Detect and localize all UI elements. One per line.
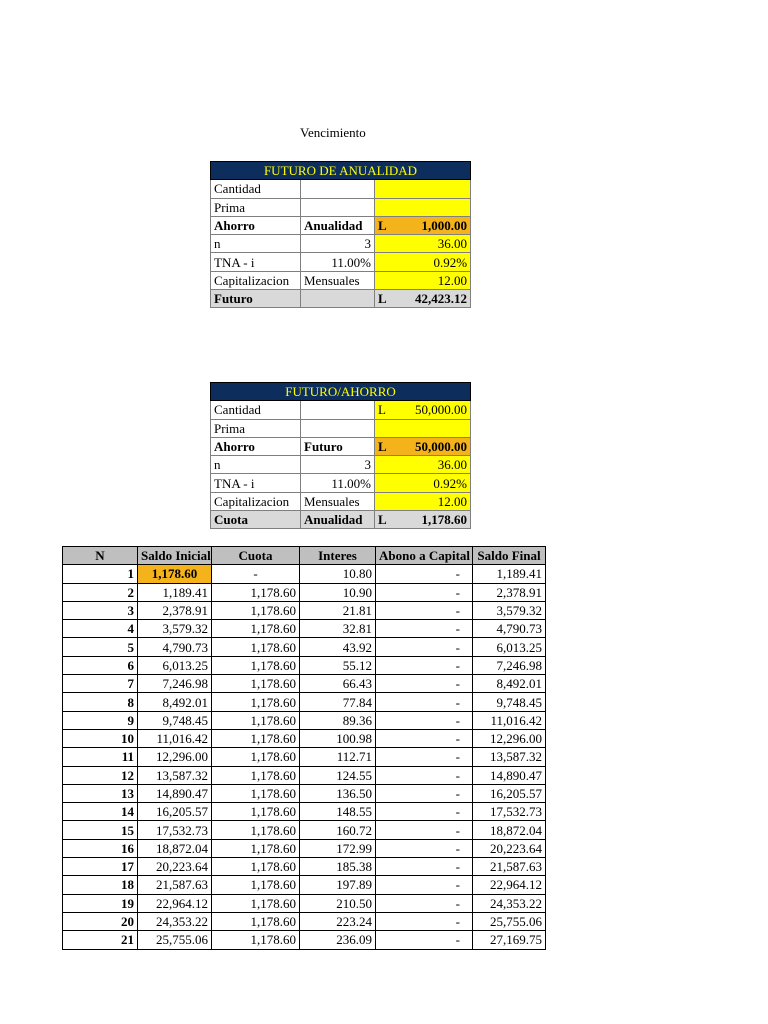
table-cell[interactable]: - bbox=[376, 638, 473, 656]
table-cell[interactable]: 4,790.73 bbox=[473, 620, 546, 638]
table-cell[interactable]: 21,587.63 bbox=[138, 876, 212, 894]
cell-label[interactable]: TNA - i bbox=[211, 253, 301, 271]
row-number-cell[interactable]: 3 bbox=[63, 601, 138, 619]
schedule-table bbox=[62, 546, 546, 950]
cell-mid[interactable] bbox=[301, 419, 375, 437]
table-cell[interactable]: 1,178.60 bbox=[212, 821, 300, 839]
cell-mid[interactable] bbox=[301, 198, 375, 216]
table-cell[interactable]: 1,178.60 bbox=[212, 876, 300, 894]
table-cell[interactable]: 1,178.60 bbox=[212, 766, 300, 784]
table-cell[interactable]: - bbox=[376, 821, 473, 839]
futuro-anualidad-table bbox=[210, 161, 471, 308]
cell-label[interactable]: Ahorro bbox=[211, 216, 301, 234]
table-row bbox=[211, 456, 471, 474]
table-row bbox=[211, 271, 471, 289]
table-cell[interactable]: 11,016.42 bbox=[473, 711, 546, 729]
cell-mid[interactable]: 3 bbox=[301, 456, 375, 474]
table-cell[interactable]: - bbox=[376, 894, 473, 912]
table-cell[interactable]: 197.89 bbox=[300, 876, 376, 894]
table-cell[interactable]: 66.43 bbox=[300, 675, 376, 693]
table-row bbox=[211, 492, 471, 510]
table-cell[interactable]: 16,205.57 bbox=[473, 784, 546, 802]
table-cell[interactable]: 1,178.60 bbox=[212, 620, 300, 638]
table-cell[interactable]: 112.71 bbox=[300, 748, 376, 766]
row-number-cell[interactable]: 4 bbox=[63, 620, 138, 638]
cell-label[interactable]: Ahorro bbox=[211, 437, 301, 455]
row-number-cell[interactable]: 7 bbox=[63, 675, 138, 693]
table-cell[interactable]: 1,178.60 bbox=[212, 912, 300, 930]
column-header[interactable]: Saldo Inicial bbox=[138, 547, 212, 565]
row-number-cell[interactable]: 19 bbox=[63, 894, 138, 912]
table-row bbox=[63, 858, 546, 876]
cell-mid[interactable]: Anualidad bbox=[301, 216, 375, 234]
cell-amount: 1,178.60 bbox=[421, 512, 467, 528]
cell-label[interactable]: Cuota bbox=[211, 511, 301, 529]
cell-value[interactable]: 36.00 bbox=[375, 456, 471, 474]
table-row bbox=[63, 784, 546, 802]
table-cell[interactable]: 6,013.25 bbox=[138, 656, 212, 674]
table-cell[interactable]: 12,296.00 bbox=[138, 748, 212, 766]
table-row bbox=[63, 748, 546, 766]
table-cell[interactable]: 8,492.01 bbox=[138, 693, 212, 711]
table-row bbox=[211, 290, 471, 308]
cell-label[interactable]: Cantidad bbox=[211, 180, 301, 198]
cell-label[interactable]: Futuro bbox=[211, 290, 301, 308]
table-row bbox=[63, 766, 546, 784]
row-number-cell[interactable]: 8 bbox=[63, 693, 138, 711]
currency-symbol: L bbox=[378, 218, 387, 234]
table-cell[interactable]: 24,353.22 bbox=[473, 894, 546, 912]
cell-mid[interactable]: Futuro bbox=[301, 437, 375, 455]
table-cell[interactable]: 8,492.01 bbox=[473, 675, 546, 693]
table-cell[interactable]: 18,872.04 bbox=[473, 821, 546, 839]
table-cell[interactable]: - bbox=[376, 931, 473, 949]
cell-value[interactable] bbox=[375, 419, 471, 437]
table-cell[interactable]: - bbox=[376, 784, 473, 802]
table-row bbox=[63, 839, 546, 857]
column-header[interactable]: Cuota bbox=[212, 547, 300, 565]
cell-value[interactable] bbox=[375, 290, 471, 308]
cell-value[interactable] bbox=[375, 216, 471, 234]
cell-amount: 50,000.00 bbox=[415, 439, 467, 455]
table-cell[interactable]: 210.50 bbox=[300, 894, 376, 912]
table-cell[interactable]: 185.38 bbox=[300, 858, 376, 876]
table-cell[interactable]: 20,223.64 bbox=[138, 858, 212, 876]
table-cell[interactable]: 3,579.32 bbox=[473, 601, 546, 619]
table-cell[interactable]: 1,178.60 bbox=[212, 656, 300, 674]
cell-amount: 42,423.12 bbox=[415, 291, 468, 307]
table-row bbox=[63, 876, 546, 894]
table-cell[interactable]: 223.24 bbox=[300, 912, 376, 930]
row-number-cell[interactable]: 16 bbox=[63, 839, 138, 857]
table-row bbox=[211, 235, 471, 253]
table-cell[interactable]: 1,178.60 bbox=[212, 931, 300, 949]
table-cell[interactable]: 1,178.60 bbox=[212, 784, 300, 802]
table-cell[interactable]: - bbox=[376, 656, 473, 674]
table-cell[interactable]: 1,178.60 bbox=[138, 565, 212, 583]
currency-symbol: L bbox=[378, 512, 387, 528]
table-cell[interactable]: 22,964.12 bbox=[138, 894, 212, 912]
table-cell[interactable]: 25,755.06 bbox=[473, 912, 546, 930]
table-cell[interactable]: 7,246.98 bbox=[473, 656, 546, 674]
cell-label[interactable]: Prima bbox=[211, 198, 301, 216]
table-cell[interactable]: - bbox=[376, 766, 473, 784]
row-number-cell[interactable]: 6 bbox=[63, 656, 138, 674]
table-cell[interactable]: 13,587.32 bbox=[138, 766, 212, 784]
table-cell[interactable]: - bbox=[376, 876, 473, 894]
table-cell[interactable]: 1,178.60 bbox=[212, 858, 300, 876]
futuro-ahorro-table bbox=[210, 382, 471, 529]
cell-value[interactable] bbox=[375, 437, 471, 455]
row-number-cell[interactable]: 20 bbox=[63, 912, 138, 930]
column-header[interactable]: Interes bbox=[300, 547, 376, 565]
table-cell[interactable]: - bbox=[376, 748, 473, 766]
table-cell[interactable]: 2,378.91 bbox=[473, 583, 546, 601]
table-cell[interactable]: 1,178.60 bbox=[212, 894, 300, 912]
table-header: FUTURO DE ANUALIDAD bbox=[211, 162, 471, 180]
table-cell[interactable]: 1,178.60 bbox=[212, 675, 300, 693]
table-cell[interactable]: - bbox=[376, 803, 473, 821]
row-number-cell[interactable]: 13 bbox=[63, 784, 138, 802]
table-cell[interactable]: 1,178.60 bbox=[212, 711, 300, 729]
cell-label[interactable]: Cantidad bbox=[211, 401, 301, 419]
table-cell[interactable]: 3,579.32 bbox=[138, 620, 212, 638]
table-row bbox=[63, 601, 546, 619]
cell-label[interactable]: Capitalizacion bbox=[211, 492, 301, 510]
cell-value[interactable]: 12.00 bbox=[375, 271, 471, 289]
table-cell[interactable]: - bbox=[376, 675, 473, 693]
table-row bbox=[63, 894, 546, 912]
table-row bbox=[63, 675, 546, 693]
cell-mid[interactable]: 11.00% bbox=[301, 253, 375, 271]
cell-value[interactable]: 0.92% bbox=[375, 474, 471, 492]
table-cell[interactable]: 55.12 bbox=[300, 656, 376, 674]
table-cell[interactable]: 236.09 bbox=[300, 931, 376, 949]
table-cell[interactable]: 148.55 bbox=[300, 803, 376, 821]
table-cell[interactable]: 7,246.98 bbox=[138, 675, 212, 693]
table-cell[interactable]: 100.98 bbox=[300, 729, 376, 747]
table-cell[interactable]: 21.81 bbox=[300, 601, 376, 619]
table-cell[interactable]: 1,178.60 bbox=[212, 729, 300, 747]
table-cell[interactable]: 4,790.73 bbox=[138, 638, 212, 656]
cell-value[interactable] bbox=[375, 401, 471, 419]
table-row bbox=[211, 216, 471, 234]
table-cell[interactable]: 172.99 bbox=[300, 839, 376, 857]
table-row bbox=[63, 912, 546, 930]
table-cell[interactable]: 1,178.60 bbox=[212, 601, 300, 619]
currency-symbol: L bbox=[378, 291, 387, 307]
table-row bbox=[211, 511, 471, 529]
table-cell[interactable]: 136.50 bbox=[300, 784, 376, 802]
table-cell[interactable]: 12,296.00 bbox=[473, 729, 546, 747]
table-cell[interactable]: 77.84 bbox=[300, 693, 376, 711]
cell-amount: 1,000.00 bbox=[421, 218, 468, 234]
table-row bbox=[63, 656, 546, 674]
cell-label[interactable]: TNA - i bbox=[211, 474, 301, 492]
row-number-cell[interactable]: 10 bbox=[63, 729, 138, 747]
table-cell[interactable]: 1,189.41 bbox=[138, 583, 212, 601]
table-cell[interactable]: 17,532.73 bbox=[138, 821, 212, 839]
table-cell[interactable]: 32.81 bbox=[300, 620, 376, 638]
cell-value[interactable] bbox=[375, 198, 471, 216]
row-number-cell[interactable]: 21 bbox=[63, 931, 138, 949]
table-cell[interactable]: 9,748.45 bbox=[473, 693, 546, 711]
table-row bbox=[63, 729, 546, 747]
table-row bbox=[63, 803, 546, 821]
row-number-cell[interactable]: 11 bbox=[63, 748, 138, 766]
page-title: Vencimiento bbox=[300, 125, 366, 140]
table-cell[interactable]: - bbox=[376, 912, 473, 930]
table-cell[interactable]: 6,013.25 bbox=[473, 638, 546, 656]
table-cell[interactable]: - bbox=[376, 601, 473, 619]
table-cell[interactable]: 1,178.60 bbox=[212, 693, 300, 711]
table-header: FUTURO/AHORRO bbox=[211, 383, 471, 401]
currency-symbol: L bbox=[378, 439, 387, 455]
table-cell[interactable]: 2,378.91 bbox=[138, 601, 212, 619]
table-row bbox=[63, 931, 546, 949]
table-cell[interactable]: 10.90 bbox=[300, 583, 376, 601]
column-header[interactable]: N bbox=[63, 547, 138, 565]
table-cell[interactable]: 21,587.63 bbox=[473, 858, 546, 876]
table-cell[interactable]: 1,189.41 bbox=[473, 565, 546, 583]
table-cell[interactable]: 13,587.32 bbox=[473, 748, 546, 766]
table-cell[interactable]: - bbox=[376, 729, 473, 747]
row-number-cell[interactable]: 18 bbox=[63, 876, 138, 894]
table-cell[interactable]: - bbox=[376, 565, 473, 583]
table-cell[interactable]: 1,178.60 bbox=[212, 839, 300, 857]
table-cell[interactable]: 124.55 bbox=[300, 766, 376, 784]
cell-mid[interactable] bbox=[301, 290, 375, 308]
table-cell[interactable]: - bbox=[376, 839, 473, 857]
row-number-cell[interactable]: 12 bbox=[63, 766, 138, 784]
table-row bbox=[211, 180, 471, 198]
table-cell[interactable]: 22,964.12 bbox=[473, 876, 546, 894]
table-cell[interactable]: 17,532.73 bbox=[473, 803, 546, 821]
table-cell[interactable]: 18,872.04 bbox=[138, 839, 212, 857]
table-cell[interactable]: 27,169.75 bbox=[473, 931, 546, 949]
cell-mid[interactable] bbox=[301, 180, 375, 198]
cell-label[interactable]: Prima bbox=[211, 419, 301, 437]
table-cell[interactable]: 1,178.60 bbox=[212, 748, 300, 766]
table-row bbox=[211, 401, 471, 419]
row-number-cell[interactable]: 5 bbox=[63, 638, 138, 656]
table-cell[interactable]: 10.80 bbox=[300, 565, 376, 583]
table-cell[interactable]: 1,178.60 bbox=[212, 583, 300, 601]
table-cell[interactable]: - bbox=[376, 620, 473, 638]
table-cell[interactable]: 25,755.06 bbox=[138, 931, 212, 949]
table-cell[interactable]: - bbox=[376, 711, 473, 729]
cell-label[interactable]: Capitalizacion bbox=[211, 271, 301, 289]
cell-mid[interactable]: 3 bbox=[301, 235, 375, 253]
table-cell[interactable]: - bbox=[376, 583, 473, 601]
row-number-cell[interactable]: 1 bbox=[63, 565, 138, 583]
cell-mid[interactable]: Anualidad bbox=[301, 511, 375, 529]
table-row bbox=[63, 821, 546, 839]
cell-amount: 50,000.00 bbox=[415, 402, 467, 418]
table-cell[interactable]: 160.72 bbox=[300, 821, 376, 839]
table-row bbox=[63, 711, 546, 729]
cell-mid[interactable]: Mensuales bbox=[301, 492, 375, 510]
schedule-header-row bbox=[63, 547, 546, 565]
table-cell[interactable]: 43.92 bbox=[300, 638, 376, 656]
column-header[interactable]: Saldo Final bbox=[473, 547, 546, 565]
column-header[interactable]: Abono a Capital bbox=[376, 547, 473, 565]
table-cell[interactable]: 1,178.60 bbox=[212, 803, 300, 821]
table-cell[interactable]: 89.36 bbox=[300, 711, 376, 729]
schedule-body bbox=[63, 565, 546, 949]
cell-value[interactable]: 0.92% bbox=[375, 253, 471, 271]
table-row bbox=[211, 253, 471, 271]
table-cell[interactable]: - bbox=[376, 858, 473, 876]
table-cell[interactable]: 1,178.60 bbox=[212, 638, 300, 656]
cell-value[interactable]: 36.00 bbox=[375, 235, 471, 253]
table-cell[interactable]: 24,353.22 bbox=[138, 912, 212, 930]
table-cell[interactable]: 16,205.57 bbox=[138, 803, 212, 821]
table-row bbox=[63, 565, 546, 583]
table-cell[interactable]: - bbox=[212, 565, 300, 583]
table-row bbox=[63, 693, 546, 711]
cell-label[interactable]: n bbox=[211, 456, 301, 474]
table-cell[interactable]: 20,223.64 bbox=[473, 839, 546, 857]
currency-symbol: L bbox=[378, 402, 386, 418]
table-row bbox=[63, 638, 546, 656]
table-row bbox=[211, 198, 471, 216]
cell-value[interactable] bbox=[375, 511, 471, 529]
cell-value[interactable] bbox=[375, 180, 471, 198]
table-cell[interactable]: 14,890.47 bbox=[138, 784, 212, 802]
row-number-cell[interactable]: 2 bbox=[63, 583, 138, 601]
row-number-cell[interactable]: 9 bbox=[63, 711, 138, 729]
cell-label[interactable]: n bbox=[211, 235, 301, 253]
table-row bbox=[211, 419, 471, 437]
table-row bbox=[211, 474, 471, 492]
cell-value[interactable]: 12.00 bbox=[375, 492, 471, 510]
table-cell[interactable]: 9,748.45 bbox=[138, 711, 212, 729]
table-row bbox=[211, 437, 471, 455]
table-cell[interactable]: 14,890.47 bbox=[473, 766, 546, 784]
row-number-cell[interactable]: 15 bbox=[63, 821, 138, 839]
table-cell[interactable]: - bbox=[376, 693, 473, 711]
table-row bbox=[63, 583, 546, 601]
table-row bbox=[63, 620, 546, 638]
cell-mid[interactable] bbox=[301, 401, 375, 419]
row-number-cell[interactable]: 17 bbox=[63, 858, 138, 876]
row-number-cell[interactable]: 14 bbox=[63, 803, 138, 821]
cell-mid[interactable]: Mensuales bbox=[301, 271, 375, 289]
table-cell[interactable]: 11,016.42 bbox=[138, 729, 212, 747]
cell-mid[interactable]: 11.00% bbox=[301, 474, 375, 492]
